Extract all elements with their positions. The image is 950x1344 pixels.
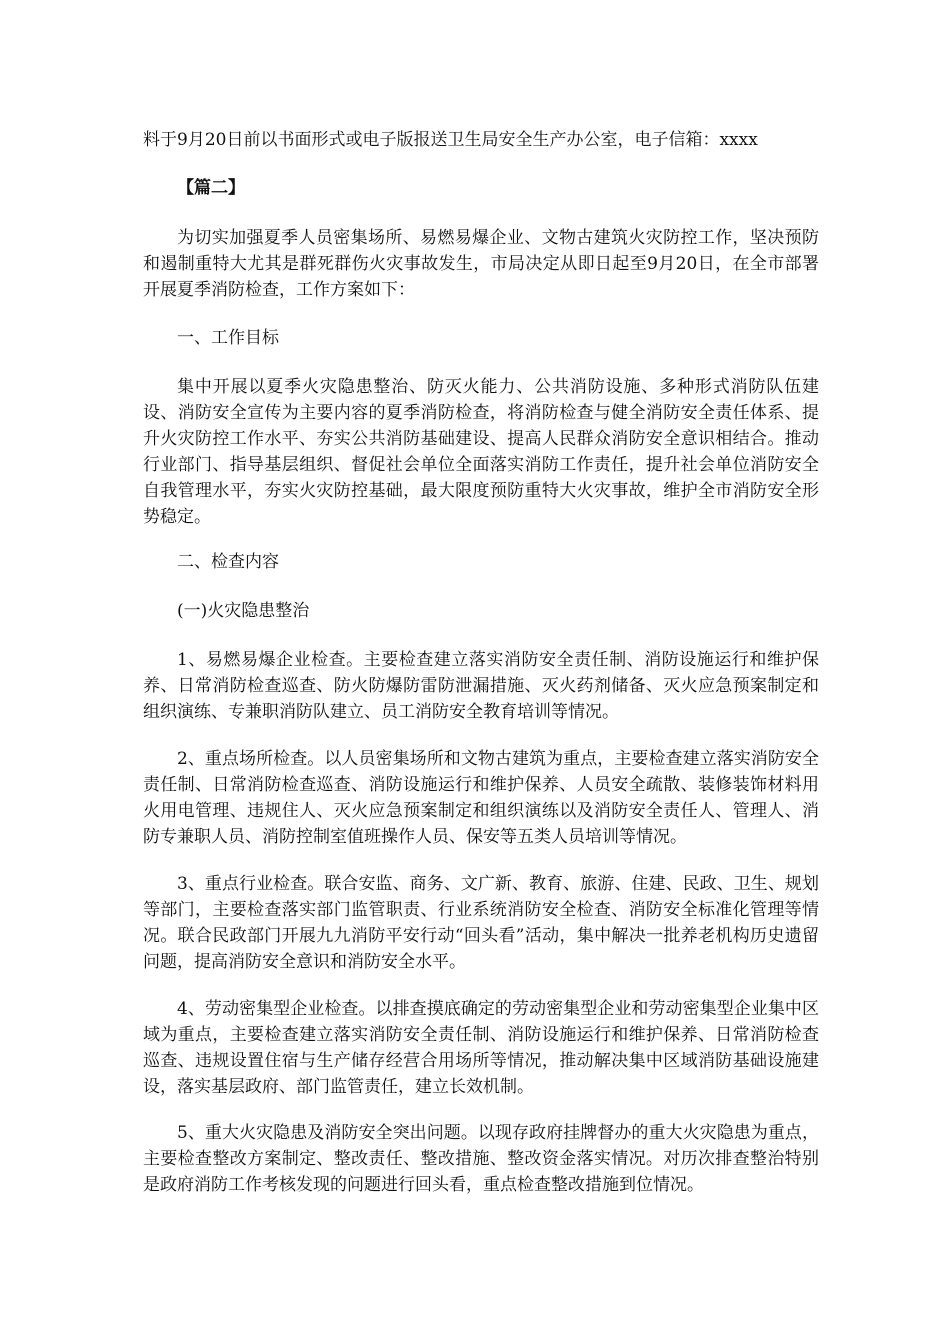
- paragraph-continuation: 料于9月20日前以书面形式或电子版报送卫生局安全生产办公室，电子信箱：xxxx: [143, 130, 758, 150]
- heading-inspection-content: 二、检查内容: [177, 552, 279, 572]
- paragraph-item-2: 2、重点场所检查。以人员密集场所和文物古建筑为重点，主要检查建立落实消防安全责任制、日常消防检查巡查、消防设施运行和维护保养、人员安全疏散、装修装饰材料用火用电管理、违规住人、灭火应急预案制定和组织演练以及消防安全责任人、管理人、消防专兼职人员、消防控制室值班操作人员、保安等五类人员培训等情况。: [143, 749, 819, 847]
- paragraph-intro: 为切实加强夏季人员密集场所、易燃易爆企业、文物古建筑火灾防控工作，坚决预防和遏制重特大尤其是群死群伤火灾事故发生，市局决定从即日起至9月20日，在全市部署开展夏季消防检查，工作方案如下：: [143, 228, 819, 300]
- paragraph-item-5: 5、重大火灾隐患及消防安全突出问题。以现存政府挂牌督办的重大火灾隐患为重点，主要检查整改方案制定、整改责任、整改措施、整改资金落实情况。对历次排查整治特别是政府消防工作考核发现的问题进行回头看，重点检查整改措施到位情况。: [143, 1123, 819, 1195]
- paragraph-item-4: 4、劳动密集型企业检查。以排查摸底确定的劳动密集型企业和劳动密集型企业集中区域为重点，主要检查建立落实消防安全责任制、消防设施运行和维护保养、日常消防检查巡查、违规设置住宿与生产储存经营合用场所等情况，推动解决集中区域消防基础设施建设，落实基层政府、部门监管责任，建立长效机制。: [143, 999, 819, 1097]
- heading-fire-hazard-rectification: (一)火灾隐患整治: [177, 601, 310, 621]
- paragraph-work-goal: 集中开展以夏季火灾隐患整治、防灭火能力、公共消防设施、多种形式消防队伍建设、消防安全宣传为主要内容的夏季消防检查，将消防检查与健全消防安全责任体系、提升火灾防控工作水平、夯实公共消防基础建设、提高人民群众消防安全意识相结合。推动行业部门、指导基层组织、督促社会单位全面落实消防工作责任，提升社会单位消防安全自我管理水平，夯实火灾防控基础，最大限度预防重特大火灾事故，维护全市消防安全形势稳定。: [143, 377, 819, 527]
- paragraph-item-3: 3、重点行业检查。联合安监、商务、文广新、教育、旅游、住建、民政、卫生、规划等部门，主要检查落实部门监管职责、行业系统消防安全检查、消防安全标准化管理等情况。联合民政部门开展九九消防平安行动“回头看”活动，集中解决一批养老机构历史遗留问题，提高消防安全意识和消防安全水平。: [143, 874, 819, 972]
- section-heading-part-two: 【篇二】: [177, 178, 245, 198]
- paragraph-item-1: 1、易燃易爆企业检查。主要检查建立落实消防安全责任制、消防设施运行和维护保养、日常消防检查巡查、防火防爆防雷防泄漏措施、灭火药剂储备、灭火应急预案制定和组织演练、专兼职消防队建立、员工消防安全教育培训等情况。: [143, 650, 819, 722]
- heading-work-goal: 一、工作目标: [177, 328, 279, 348]
